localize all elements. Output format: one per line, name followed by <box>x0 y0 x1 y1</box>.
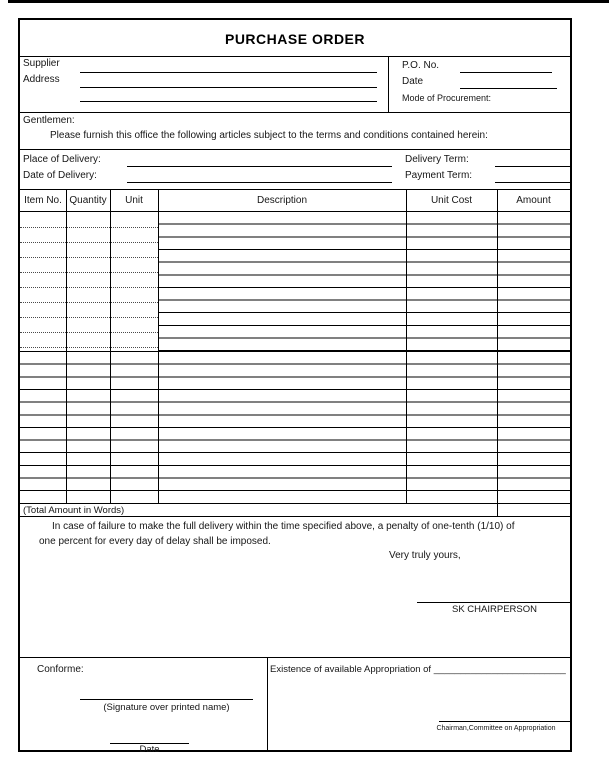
header-amount: Amount <box>516 195 551 206</box>
delivery-term-input-line[interactable] <box>495 154 570 167</box>
dotted-row-separator <box>20 272 158 273</box>
appropriation-statement <box>270 664 566 676</box>
payment-term-label: Payment Term: <box>405 170 473 181</box>
column-divider-quantity-unit <box>110 190 111 503</box>
table-body-rows-full[interactable] <box>20 351 570 502</box>
table-header-row <box>20 190 570 212</box>
po-no-label: P.O. No. <box>402 60 440 71</box>
footer-divider <box>267 658 268 751</box>
address-input-line-1[interactable] <box>80 75 377 88</box>
conforme-signature-line[interactable] <box>80 687 253 700</box>
column-divider-unitcost-amount <box>497 190 498 516</box>
dotted-row-separator <box>20 227 158 228</box>
address-input-line-2[interactable] <box>80 89 377 102</box>
penalty-text-line-2: one percent for every day of delay shall be imposed. <box>39 536 271 547</box>
place-of-delivery-input-line[interactable] <box>127 154 392 167</box>
signature-caption: (Signature over printed name) <box>103 702 230 713</box>
header-quantity: Quantity <box>69 195 107 206</box>
supplier-po-section <box>20 56 570 113</box>
closing-text: Very truly yours, <box>389 550 461 561</box>
dotted-row-separator <box>20 287 158 288</box>
payment-term-input-line[interactable] <box>495 170 570 183</box>
delivery-section <box>20 150 570 190</box>
header-item-no: Item No. <box>24 195 62 206</box>
page-top-rule <box>8 0 609 3</box>
date-input-line[interactable] <box>460 76 557 89</box>
appropriation-blank[interactable]: _________________________ <box>433 664 566 675</box>
supplier-input-line[interactable] <box>80 60 377 73</box>
dotted-row-separator <box>20 347 158 348</box>
table-body-rows-right[interactable] <box>158 212 570 352</box>
po-no-input-line[interactable] <box>460 60 552 73</box>
address-label: Address <box>23 74 60 85</box>
mode-of-procurement-label: Mode of Procurement: <box>402 93 492 103</box>
chairman-caption: Chairman,Committee on Appropriation <box>436 725 556 732</box>
column-divider-description-unitcost <box>406 190 407 503</box>
dotted-row-separator <box>20 317 158 318</box>
dotted-row-separator <box>20 332 158 333</box>
header-description: Description <box>256 195 308 206</box>
greeting-text: Gentlemen: <box>23 115 75 126</box>
appropriation-label: Existence of available Appropriation of <box>270 664 434 675</box>
header-unit: Unit <box>125 195 143 206</box>
date-label: Date <box>402 76 424 87</box>
chairperson-signature-line[interactable] <box>417 590 572 603</box>
place-of-delivery-label: Place of Delivery: <box>23 154 101 165</box>
supplier-po-divider <box>388 56 389 113</box>
date-of-delivery-label: Date of Delivery: <box>23 170 97 181</box>
dotted-row-separator <box>20 242 158 243</box>
date-caption: Date <box>139 744 160 755</box>
chairperson-title: SK CHAIRPERSON <box>452 604 537 615</box>
column-divider-unit-description <box>158 190 159 503</box>
total-amount-row[interactable] <box>20 503 570 517</box>
conforme-label: Conforme: <box>37 664 84 675</box>
total-amount-label: (Total Amount in Words) <box>23 505 125 516</box>
date-of-delivery-input-line[interactable] <box>127 170 392 183</box>
conforme-date-line[interactable] <box>110 731 189 744</box>
purchase-order-form <box>18 18 572 755</box>
supplier-label: Supplier <box>23 58 60 69</box>
salutation-section <box>20 113 570 150</box>
dotted-row-separator <box>20 257 158 258</box>
column-divider-item-quantity <box>66 190 67 503</box>
penalty-text-line-1: In case of failure to make the full delivery within the time specified above, a penalty of one-tenth (1/10) of <box>52 521 515 532</box>
request-text: Please furnish this office the following articles subject to the terms and conditions contained herein: <box>50 130 488 141</box>
dotted-row-separator <box>20 302 158 303</box>
footer-section <box>20 657 570 755</box>
form-title: PURCHASE ORDER <box>20 20 570 57</box>
terms-section <box>20 516 570 657</box>
delivery-term-label: Delivery Term: <box>405 154 469 165</box>
chairman-signature-line[interactable] <box>439 709 572 722</box>
header-unit-cost: Unit Cost <box>430 195 473 206</box>
